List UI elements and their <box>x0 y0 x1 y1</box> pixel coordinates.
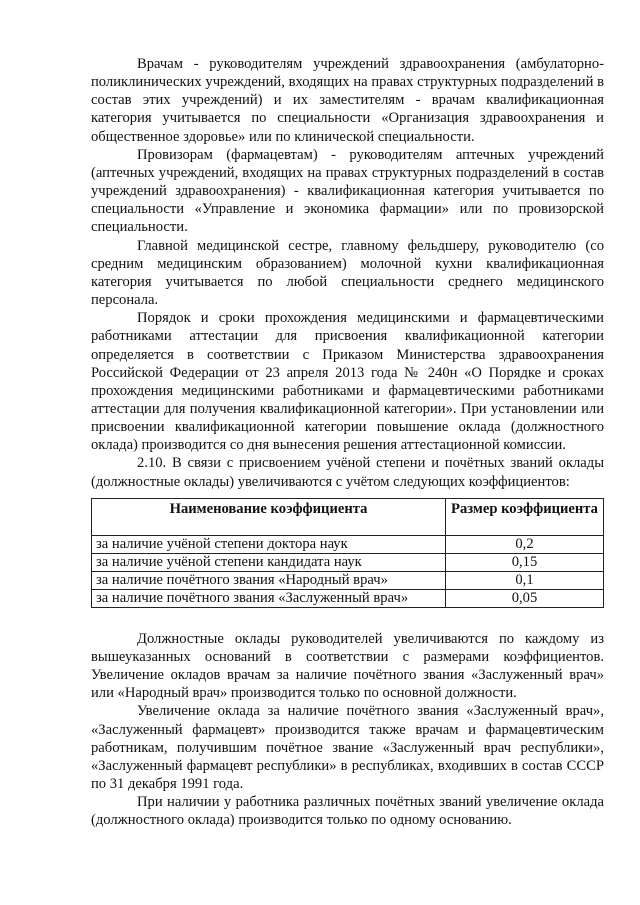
document-page <box>91 55 604 829</box>
header-coefficient-name: Наименование коэффициента <box>92 498 446 535</box>
table-row <box>92 535 604 553</box>
coefficient-name: за наличие почётного звания «Народный врач» <box>92 571 446 589</box>
paragraph-honored-doctor-increase: Увеличение оклада за наличие почётного звания «Заслуженный врач», «Заслуженный фармацевт» производится также врачам и фармацевтическим работникам, получившим почётное звание «Заслуженный врач республики», «Заслуженный фармацевт республики» в республиках, входивших в состав СССР по 31 декабря 1991 года. <box>91 703 604 792</box>
paragraph-heads-of-institutions: Врачам - руководителям учреждений здравоохранения (амбулаторно-поликлинических учреждений, входящих на правах структурных подразделений в состав этих учреждений) и их заместителям - врачам квалификационная категория учитывается по специальности «Организация здравоохранения и общественное здоровье» или по клинической специальности. <box>91 56 604 145</box>
coefficients-table <box>91 498 604 608</box>
table-row <box>92 589 604 607</box>
paragraph-attestation-procedure: Порядок и сроки прохождения медицинскими и фармацевтическими работниками аттестации для присвоения квалификационной категории определяется в соответствии с Приказом Министерства здравоохранения Российской Федерации от 23 апреля 2013 года № 240н «О Порядке и сроках прохождения медицинскими работниками и фармацевтическими работниками аттестации для получения квалификационной категории». При установлении или присвоении квалификационной категории повышение оклада (должностного оклада) производится со дня вынесения решения аттестационной комиссии. <box>91 310 604 454</box>
paragraph-pharmacists: Провизорам (фармацевтам) - руководителям аптечных учреждений (аптечных учреждений, входящих на правах структурных подразделений в состав учреждений здравоохранения) - квалификационная категория учитывается по специальности «Управление и экономика фармации» или по провизорской специальности. <box>91 146 604 236</box>
coefficient-value: 0,1 <box>446 571 604 589</box>
coefficient-value: 0,2 <box>446 535 604 553</box>
coefficient-value: 0,05 <box>446 589 604 607</box>
table-header-row <box>92 498 604 535</box>
paragraph-salary-increase-basis: Должностные оклады руководителей увеличиваются по каждому из вышеуказанных оснований в соответствии с размерами коэффициентов. Увеличение окладов врачам за наличие почётного звания «Заслуженный врач» или «Народный врач» производится только по основной должности. <box>91 630 604 702</box>
paragraph-head-nurse: Главной медицинской сестре, главному фельдшеру, руководителю (со средним медицинским образованием) молочной кухни квалификационная категория учитывается по любой специальности среднего медицинского персонала. <box>91 237 604 309</box>
table-row <box>92 553 604 571</box>
coefficient-value: 0,15 <box>446 553 604 571</box>
coefficient-name: за наличие учёной степени кандидата наук <box>92 553 446 571</box>
header-coefficient-value: Размер коэффициента <box>446 498 604 535</box>
coefficient-name: за наличие учёной степени доктора наук <box>92 535 446 553</box>
paragraph-multiple-titles: При наличии у работника различных почётных званий увеличение оклада (должностного оклада) производится только по одному основанию. <box>91 794 604 829</box>
coefficient-name: за наличие почётного звания «Заслуженный врач» <box>92 589 446 607</box>
paragraph-section-2-10: 2.10. В связи с присвоением учёной степени и почётных званий оклады (должностные оклады) увеличиваются с учётом следующих коэффициентов: <box>91 455 604 490</box>
table-row <box>92 571 604 589</box>
